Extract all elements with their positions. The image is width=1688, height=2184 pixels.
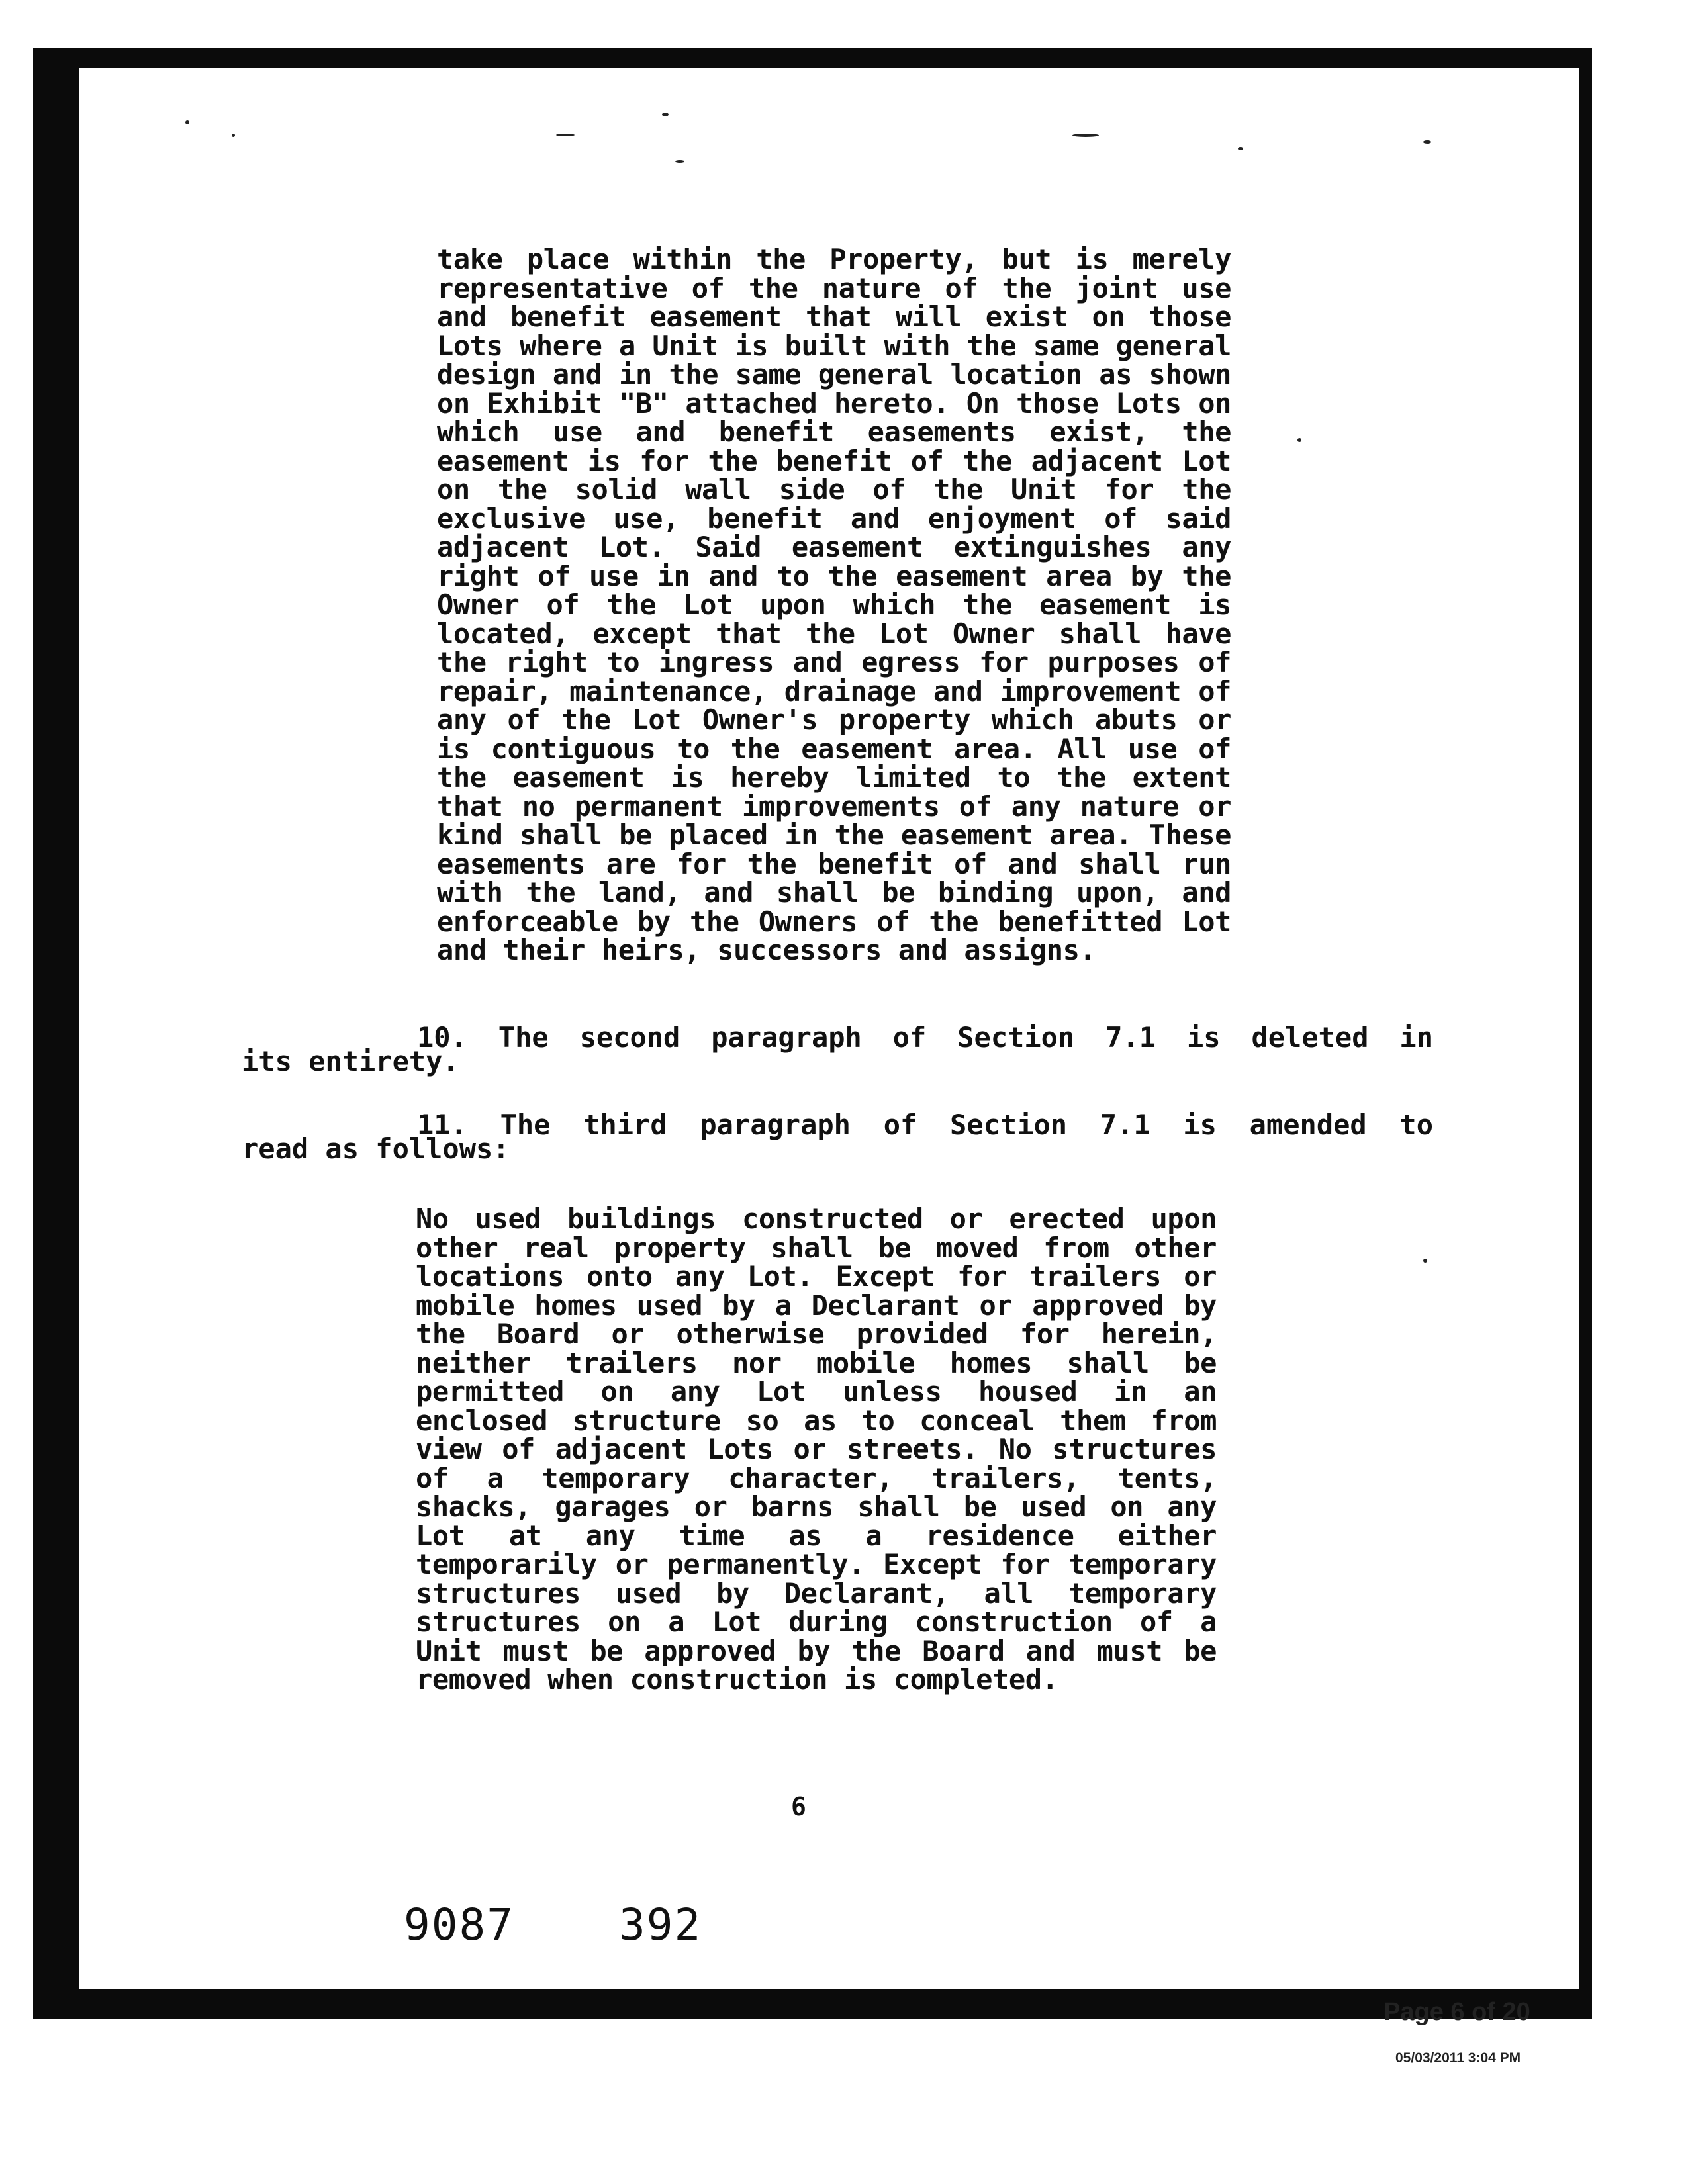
- recording-book-number: 9087: [404, 1899, 514, 1950]
- used-buildings-paragraph: No used buildings constructed or erected upon other real property shall be moved from other locations onto any Lot. Except for trailers or mobile homes used by a Declarant or approved by the Board or otherwise provided for herein, neither trailers nor mobile homes shall be permitted on any Lot unless housed in an enclosed structure so as to conceal them from view of adjacent Lots or streets. No structures of a temporary character, trailers, tents, shacks, garages or barns shall be used on any Lot at any time as a residence either temporarily or permanently. Except for temporary structures used by Declarant, all temporary structures on a Lot during construction of a Unit must be approved by the Board and must be removed when construction is completed.: [416, 1203, 1217, 1696]
- scan-noise: [556, 134, 575, 136]
- scan-noise: [232, 134, 235, 137]
- footer-timestamp: 05/03/2011 3:04 PM: [1395, 2050, 1521, 2066]
- section-item-11: [242, 1109, 1433, 1165]
- item-10-second-line: its entirety.: [242, 1045, 459, 1077]
- item-11-second-line: read as follows:: [242, 1132, 510, 1165]
- scan-noise: [1423, 1259, 1427, 1263]
- section-item-10: [242, 1021, 1433, 1077]
- recording-page-number: 392: [619, 1899, 702, 1950]
- footer-page-indicator: [1383, 1998, 1530, 2030]
- page-number: 6: [791, 1792, 806, 1821]
- scan-noise: [1072, 134, 1099, 137]
- scan-noise: [1423, 140, 1431, 144]
- item-10-first-line: 10. The second paragraph of Section 7.1 is deleted in: [417, 1021, 1433, 1054]
- scan-noise: [1238, 147, 1243, 150]
- footer-page-label: Page 6 of 20: [1383, 1998, 1530, 2026]
- item-11-first-line: 11. The third paragraph of Section 7.1 is amended to: [417, 1109, 1433, 1141]
- scan-noise: [185, 120, 189, 124]
- scan-noise: [1297, 438, 1301, 442]
- easement-continuation-paragraph: take place within the Property, but is merely representative of the nature of the joint use and benefit easement that will exist on those Lots where a Unit is built with the same general design and in the same general location as shown on Exhibit "B" attached hereto. On those Lots on which use and benefit easements exist, the easement is for the benefit of the adjacent Lot on the solid wall side of the Unit for the exclusive use, benefit and enjoyment of said adjacent Lot. Said easement extinguishes any right of use in and to the easement area by the Owner of the Lot upon which the easement is located, except that the Lot Owner shall have the right to ingress and egress for purposes of repair, maintenance, drainage and improvement of any of the Lot Owner's property which abuts or is contiguous to the easement area. All use of the easement is hereby limited to the extent that no permanent improvements of any nature or kind shall be placed in the easement area. These easements are for the benefit of and shall run with the land, and shall be binding upon, and enforceable by the Owners of the benefitted Lot and their heirs, successors and assigns.: [437, 243, 1231, 966]
- scan-noise: [662, 113, 669, 116]
- scan-noise: [675, 160, 684, 163]
